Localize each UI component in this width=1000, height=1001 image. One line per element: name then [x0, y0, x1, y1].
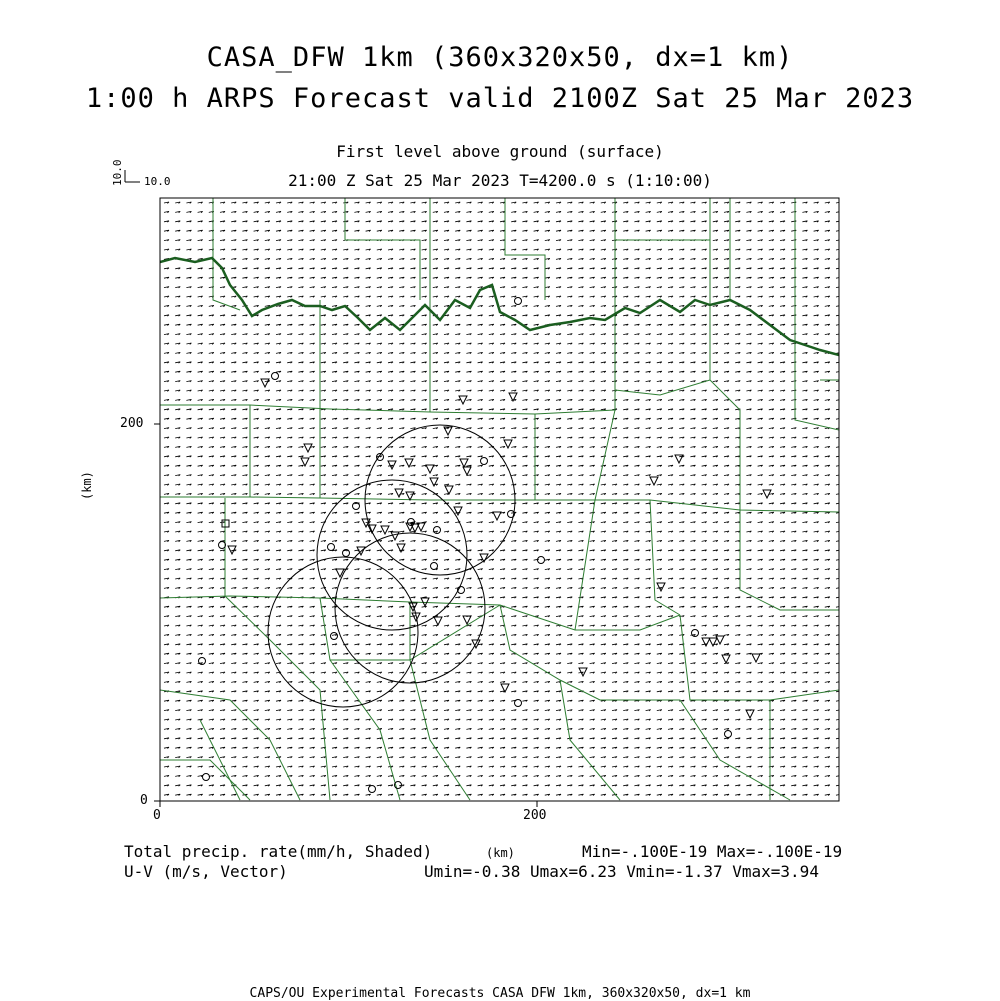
reference-vector	[111, 160, 171, 189]
wind-vector-head	[839, 305, 841, 306]
wind-vector-head	[839, 381, 841, 382]
wind-vector-head	[839, 249, 841, 250]
wind-vector-head	[839, 352, 841, 353]
wind-vector-head	[839, 230, 841, 231]
wind-vector-head	[839, 315, 841, 316]
wind-vector-head	[839, 428, 841, 429]
wind-vector-head	[839, 362, 841, 363]
wind-vector-head	[839, 390, 841, 391]
wind-vector-head	[839, 343, 841, 344]
wind-vector-head	[839, 493, 841, 494]
wind-vector-head	[839, 371, 841, 372]
wind-vector-head	[839, 484, 841, 485]
wind-vector-head	[839, 569, 841, 570]
wind-vector-head	[839, 409, 841, 410]
wind-vector-head	[839, 287, 841, 288]
level-label: First level above ground (surface)	[336, 142, 664, 161]
wind-vector-head	[839, 334, 841, 335]
wind-vector-head	[839, 296, 841, 297]
wind-vector-head	[839, 465, 841, 466]
wind-vector-head	[839, 512, 841, 513]
wind-vector-head	[839, 456, 841, 457]
title-line-1: CASA_DFW 1km (360x320x50, dx=1 km)	[206, 42, 794, 73]
wind-vector-head	[839, 446, 841, 447]
wind-vector-head	[839, 522, 841, 523]
wind-vector-head	[839, 240, 841, 241]
wind-vector-head	[839, 550, 841, 551]
wind-vector-head	[839, 399, 841, 400]
wind-vector-head	[839, 559, 841, 560]
title-line-2: 1:00 h ARPS Forecast valid 2100Z Sat 25 Mar 2023	[85, 83, 915, 114]
wind-vector-head	[839, 324, 841, 325]
wind-vector-head	[839, 202, 841, 203]
wind-vector-head	[839, 221, 841, 222]
wind-vector-head	[839, 277, 841, 278]
wind-vector-head	[839, 540, 841, 541]
wind-vector-head	[839, 437, 841, 438]
ref-vector-v-label: 10.0	[111, 159, 124, 186]
valid-time-label: 21:00 Z Sat 25 Mar 2023 T=4200.0 s (1:10:00)	[288, 171, 712, 190]
wind-vector-head	[839, 211, 841, 212]
wind-vector-head	[839, 418, 841, 419]
wind-vector-head	[839, 268, 841, 269]
wind-vector-head	[839, 503, 841, 504]
wind-vector-head	[839, 258, 841, 259]
wind-vector-head	[839, 475, 841, 476]
wind-vector-head	[839, 531, 841, 532]
ref-vector-u-label: 10.0	[144, 175, 171, 188]
wind-vector-field	[164, 202, 841, 796]
